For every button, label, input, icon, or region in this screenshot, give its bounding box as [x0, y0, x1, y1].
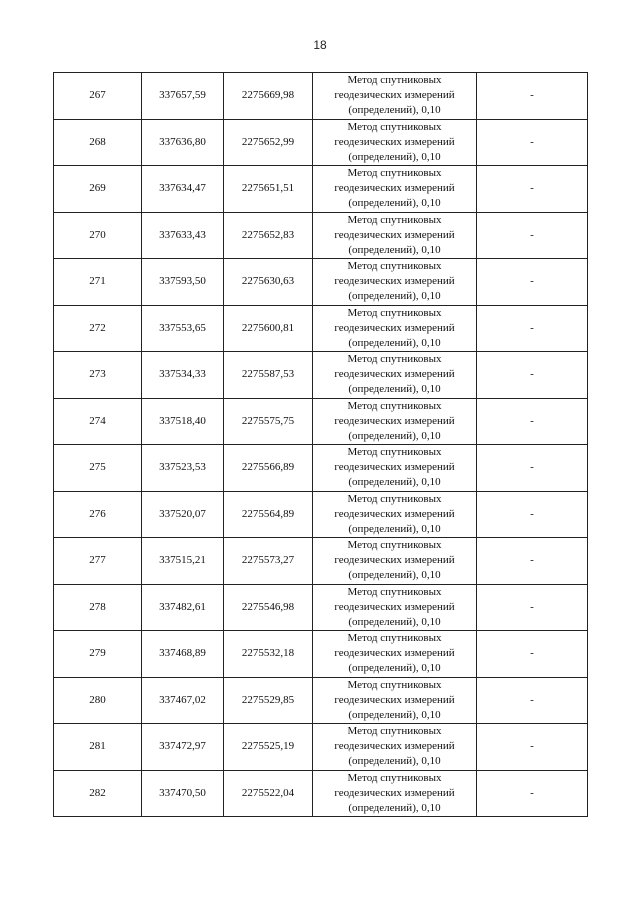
method-line: (определений), 0,10 — [348, 429, 441, 442]
point-number-cell: 268 — [54, 119, 142, 166]
method-cell — [313, 677, 477, 724]
method-line: Метод спутниковых — [347, 725, 442, 738]
coordinates-table-body — [54, 73, 588, 817]
method-line: геодезических измерений — [334, 135, 455, 148]
method-line: геодезических измерений — [334, 600, 455, 613]
description-cell: - — [477, 584, 588, 631]
coordinate-y-cell: 2275652,99 — [224, 119, 313, 166]
method-line: (определений), 0,10 — [348, 708, 441, 721]
method-cell — [313, 305, 477, 352]
point-number-cell: 282 — [54, 770, 142, 817]
method-cell — [313, 538, 477, 585]
coordinate-x-cell: 337468,89 — [142, 631, 224, 678]
method-cell — [313, 73, 477, 120]
method-line: (определений), 0,10 — [348, 197, 441, 210]
method-line: геодезических измерений — [334, 414, 455, 427]
method-cell — [313, 259, 477, 306]
method-line: Метод спутниковых — [347, 74, 442, 87]
table-row — [54, 770, 588, 817]
coordinate-y-cell: 2275600,81 — [224, 305, 313, 352]
method-line: (определений), 0,10 — [348, 522, 441, 535]
method-line: Метод спутниковых — [347, 167, 442, 180]
coordinate-x-cell: 337520,07 — [142, 491, 224, 538]
description-cell: - — [477, 352, 588, 399]
method-cell — [313, 491, 477, 538]
description-cell: - — [477, 677, 588, 724]
method-cell — [313, 445, 477, 492]
method-cell — [313, 398, 477, 445]
method-line: геодезических измерений — [334, 461, 455, 474]
table-row — [54, 352, 588, 399]
method-line: (определений), 0,10 — [348, 662, 441, 675]
method-line: геодезических измерений — [334, 507, 455, 520]
description-cell: - — [477, 119, 588, 166]
method-line: (определений), 0,10 — [348, 801, 441, 814]
method-line: геодезических измерений — [334, 182, 455, 195]
method-cell — [313, 212, 477, 259]
method-line: (определений), 0,10 — [348, 569, 441, 582]
page-number: 18 — [313, 38, 327, 52]
table-row — [54, 398, 588, 445]
table-row — [54, 491, 588, 538]
method-line: Метод спутниковых — [347, 306, 442, 319]
point-number-cell: 277 — [54, 538, 142, 585]
description-cell: - — [477, 631, 588, 678]
table-row — [54, 166, 588, 213]
method-line: Метод спутниковых — [347, 539, 442, 552]
method-cell — [313, 352, 477, 399]
table-row — [54, 305, 588, 352]
method-line: Метод спутниковых — [347, 585, 442, 598]
method-cell — [313, 584, 477, 631]
coordinate-x-cell: 337518,40 — [142, 398, 224, 445]
method-line: (определений), 0,10 — [348, 383, 441, 396]
description-cell: - — [477, 212, 588, 259]
method-line: геодезических измерений — [334, 89, 455, 102]
table-row — [54, 584, 588, 631]
description-cell: - — [477, 73, 588, 120]
coordinate-x-cell: 337636,80 — [142, 119, 224, 166]
coordinate-y-cell: 2275652,83 — [224, 212, 313, 259]
table-row — [54, 538, 588, 585]
description-cell: - — [477, 491, 588, 538]
method-cell — [313, 119, 477, 166]
coordinate-x-cell: 337467,02 — [142, 677, 224, 724]
method-line: Метод спутниковых — [347, 632, 442, 645]
coordinate-x-cell: 337472,97 — [142, 724, 224, 771]
point-number-cell: 280 — [54, 677, 142, 724]
coordinate-x-cell: 337534,33 — [142, 352, 224, 399]
method-line: геодезических измерений — [334, 275, 455, 288]
coordinate-y-cell: 2275564,89 — [224, 491, 313, 538]
method-line: (определений), 0,10 — [348, 104, 441, 117]
coordinate-x-cell: 337593,50 — [142, 259, 224, 306]
table-row — [54, 724, 588, 771]
point-number-cell: 272 — [54, 305, 142, 352]
description-cell: - — [477, 305, 588, 352]
point-number-cell: 274 — [54, 398, 142, 445]
table-row — [54, 445, 588, 492]
description-cell: - — [477, 445, 588, 492]
method-line: (определений), 0,10 — [348, 476, 441, 489]
method-line: геодезических измерений — [334, 321, 455, 334]
description-cell: - — [477, 770, 588, 817]
description-cell: - — [477, 538, 588, 585]
point-number-cell: 279 — [54, 631, 142, 678]
coordinate-y-cell: 2275630,63 — [224, 259, 313, 306]
point-number-cell: 273 — [54, 352, 142, 399]
coordinate-y-cell: 2275529,85 — [224, 677, 313, 724]
method-line: Метод спутниковых — [347, 399, 442, 412]
coordinate-y-cell: 2275575,75 — [224, 398, 313, 445]
method-line: геодезических измерений — [334, 228, 455, 241]
method-line: (определений), 0,10 — [348, 150, 441, 163]
description-cell: - — [477, 166, 588, 213]
coordinate-x-cell: 337553,65 — [142, 305, 224, 352]
method-cell — [313, 770, 477, 817]
coordinate-x-cell: 337657,59 — [142, 73, 224, 120]
table-row — [54, 73, 588, 120]
method-line: Метод спутниковых — [347, 120, 442, 133]
coordinate-y-cell: 2275532,18 — [224, 631, 313, 678]
method-line: (определений), 0,10 — [348, 243, 441, 256]
coordinates-table — [53, 72, 588, 817]
point-number-cell: 269 — [54, 166, 142, 213]
coordinate-y-cell: 2275651,51 — [224, 166, 313, 213]
coordinate-y-cell: 2275522,04 — [224, 770, 313, 817]
method-line: (определений), 0,10 — [348, 290, 441, 303]
method-line: геодезических измерений — [334, 554, 455, 567]
coordinate-x-cell: 337515,21 — [142, 538, 224, 585]
coordinate-x-cell: 337523,53 — [142, 445, 224, 492]
table-row — [54, 119, 588, 166]
coordinate-y-cell: 2275669,98 — [224, 73, 313, 120]
description-cell: - — [477, 724, 588, 771]
point-number-cell: 281 — [54, 724, 142, 771]
description-cell: - — [477, 259, 588, 306]
point-number-cell: 271 — [54, 259, 142, 306]
coordinate-y-cell: 2275566,89 — [224, 445, 313, 492]
method-cell — [313, 166, 477, 213]
method-line: Метод спутниковых — [347, 492, 442, 505]
coordinate-x-cell: 337634,47 — [142, 166, 224, 213]
method-line: (определений), 0,10 — [348, 615, 441, 628]
coordinate-y-cell: 2275587,53 — [224, 352, 313, 399]
method-line: Метод спутниковых — [347, 771, 442, 784]
description-cell: - — [477, 398, 588, 445]
coordinate-y-cell: 2275573,27 — [224, 538, 313, 585]
coordinate-y-cell: 2275525,19 — [224, 724, 313, 771]
method-line: Метод спутниковых — [347, 260, 442, 273]
point-number-cell: 270 — [54, 212, 142, 259]
table-row — [54, 631, 588, 678]
point-number-cell: 267 — [54, 73, 142, 120]
table-row — [54, 259, 588, 306]
coordinate-x-cell: 337482,61 — [142, 584, 224, 631]
method-line: Метод спутниковых — [347, 446, 442, 459]
point-number-cell: 278 — [54, 584, 142, 631]
method-cell — [313, 631, 477, 678]
coordinate-x-cell: 337633,43 — [142, 212, 224, 259]
method-line: геодезических измерений — [334, 647, 455, 660]
method-line: геодезических измерений — [334, 368, 455, 381]
table-row — [54, 677, 588, 724]
method-line: геодезических измерений — [334, 693, 455, 706]
method-line: Метод спутниковых — [347, 678, 442, 691]
method-line: (определений), 0,10 — [348, 336, 441, 349]
method-cell — [313, 724, 477, 771]
method-line: Метод спутниковых — [347, 213, 442, 226]
method-line: (определений), 0,10 — [348, 755, 441, 768]
method-line: Метод спутниковых — [347, 353, 442, 366]
method-line: геодезических измерений — [334, 740, 455, 753]
table-row — [54, 212, 588, 259]
coordinate-y-cell: 2275546,98 — [224, 584, 313, 631]
coordinate-x-cell: 337470,50 — [142, 770, 224, 817]
method-line: геодезических измерений — [334, 786, 455, 799]
point-number-cell: 275 — [54, 445, 142, 492]
point-number-cell: 276 — [54, 491, 142, 538]
